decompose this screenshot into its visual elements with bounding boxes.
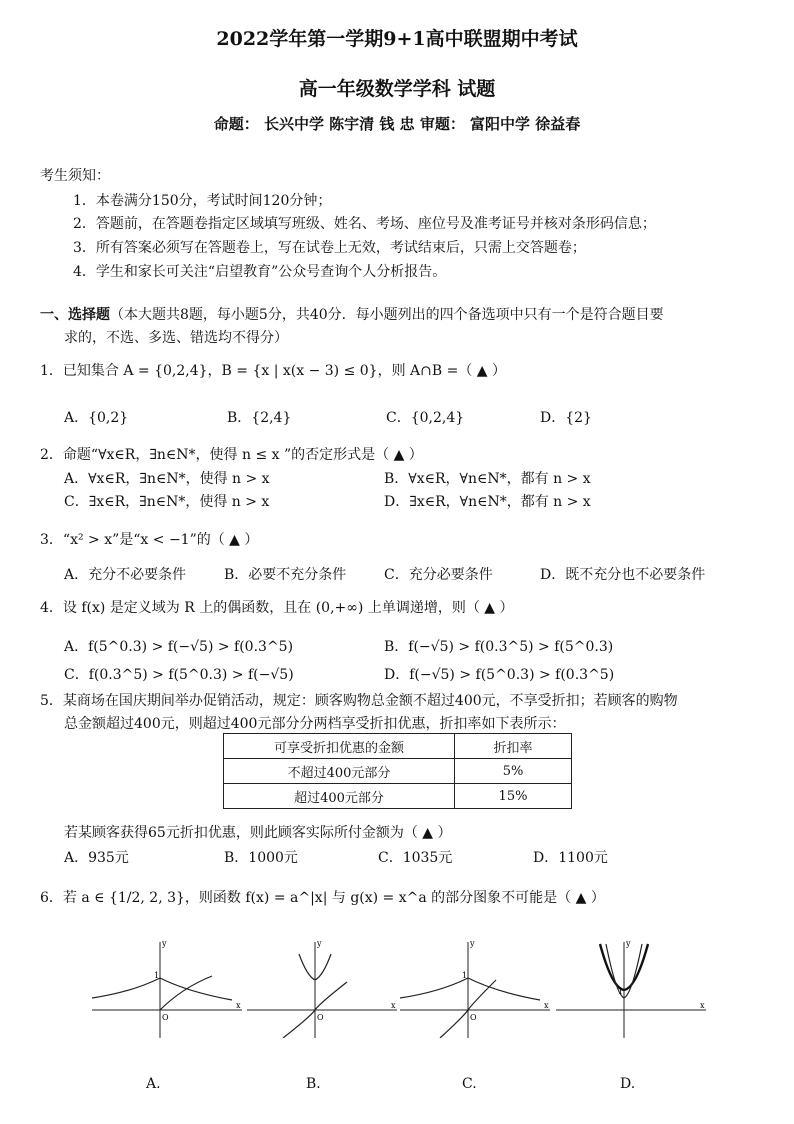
q1-option-d: D．{2} xyxy=(540,410,592,426)
q4-option-d: D．f(−√5) > f(5^0.3) > f(0.3^5) xyxy=(384,667,615,683)
q4-option-b: B．f(−√5) > f(0.3^5) > f(5^0.3) xyxy=(384,639,614,655)
graph-a xyxy=(92,938,242,1038)
q3-option-a: A．充分不必要条件 xyxy=(64,567,187,583)
notice-item: 4．学生和家长可关注“启望教育”公众号查询个人分析报告。 xyxy=(73,264,447,280)
notice-heading: 考生须知： xyxy=(40,168,110,184)
question-3-stem: 3．“x² > x”是“x < −1”的（ ▲ ） xyxy=(40,532,259,548)
q5-option-c: C．1035元 xyxy=(378,850,453,866)
q3-option-d: D．既不充分也不必要条件 xyxy=(540,567,706,583)
q2-option-b: B．∀x∈R，∀n∈N*，都有 n > x xyxy=(384,471,591,487)
table-header-cell: 折扣率 xyxy=(455,734,572,759)
one-label: 1 xyxy=(154,971,160,980)
table-row xyxy=(224,759,572,784)
question-1-stem: 1．已知集合 A = {0,2,4}，B = {x | x(x − 3) ≤ 0}，则 A∩B =（ ▲ ） xyxy=(40,363,506,379)
q5-option-d: D．1100元 xyxy=(533,850,608,866)
origin-label: O xyxy=(317,1013,324,1022)
one-label: 1 xyxy=(618,987,624,996)
axis-label-x: x xyxy=(700,1001,705,1010)
origin-label: O xyxy=(162,1013,169,1022)
q4-option-c: C．f(0.3^5) > f(5^0.3) > f(−√5) xyxy=(64,667,294,683)
question-6-stem: 6．若 a ∈ {1/2, 2, 3}，则函数 f(x) = a^|x| 与 g(x) = x^a 的部分图象不可能是（ ▲ ） xyxy=(40,890,605,906)
table-row xyxy=(224,784,572,809)
graph-label-b: B. xyxy=(306,1076,321,1092)
question-5-stem: 5．某商场在国庆期间举办促销活动，规定：顾客购物总金额不超过400元，不享受折扣；若顾客的购物 xyxy=(40,693,678,709)
exam-authors: 命题： 长兴中学 陈宇清 钱 忠 审题： 富阳中学 徐益春 xyxy=(213,115,581,133)
section-heading xyxy=(40,304,664,324)
q4-option-a: A．f(5^0.3) > f(−√5) > f(0.3^5) xyxy=(64,639,294,655)
q2-option-d: D．∃x∈R，∀n∈N*，都有 n > x xyxy=(384,494,591,510)
q3-option-c: C．充分必要条件 xyxy=(384,567,493,583)
axis-label-y: y xyxy=(162,939,167,948)
table-cell: 5% xyxy=(455,759,572,784)
exponential-curve xyxy=(400,978,540,1000)
table-header-cell: 可享受折扣优惠的金额 xyxy=(224,734,455,759)
discount-table xyxy=(223,733,572,809)
axis-label-x: x xyxy=(391,1001,396,1010)
exam-subtitle: 高一年级数学学科 试题 xyxy=(298,78,496,100)
table-header-row xyxy=(224,734,572,759)
notice-item: 1．本卷满分150分，考试时间120分钟； xyxy=(73,193,332,209)
question-5-stem-line2: 总金额超过400元，则超过400元部分分两档享受折扣优惠，折扣率如下表所示： xyxy=(64,716,566,732)
q2-option-c: C．∃x∈R，∃n∈N*，使得 n > x xyxy=(64,494,270,510)
q5-option-a: A．935元 xyxy=(64,850,129,866)
table-cell: 超过400元部分 xyxy=(224,784,455,809)
section-description: （本大题共8题，每小题5分，共40分．每小题列出的四个备选项中只有一个是符合题目要 xyxy=(110,307,664,323)
graph-c xyxy=(400,938,550,1038)
graph-d xyxy=(556,938,706,1038)
q1-option-a: A．{0,2} xyxy=(64,410,129,426)
graph-label-c: C. xyxy=(462,1076,477,1092)
axis-label-x: x xyxy=(544,1001,549,1010)
graph-b xyxy=(247,938,397,1038)
exam-title: 2022学年第一学期9+1高中联盟期中考试 xyxy=(216,28,578,50)
notice-item: 3．所有答案必须写在答题卷上，写在试卷上无效，考试结束后，只需上交答题卷； xyxy=(73,240,586,256)
table-cell: 15% xyxy=(455,784,572,809)
one-label: 1 xyxy=(462,971,468,980)
graph-label-a: A. xyxy=(146,1076,161,1092)
section-description-line2: 求的，不选、多选、错选均不得分） xyxy=(64,330,288,346)
table-cell: 不超过400元部分 xyxy=(224,759,455,784)
q5-option-b: B．1000元 xyxy=(224,850,298,866)
question-2-stem: 2．命题“∀x∈R，∃n∈N*，使得 n ≤ x ”的否定形式是（ ▲ ） xyxy=(40,447,423,463)
axis-label-y: y xyxy=(317,939,322,948)
origin-label: O xyxy=(470,1013,477,1022)
graph-label-d: D. xyxy=(620,1076,636,1092)
section-title: 一、选择题 xyxy=(40,307,110,323)
q2-option-a: A．∀x∈R，∃n∈N*，使得 n > x xyxy=(64,471,270,487)
axis-label-y: y xyxy=(470,939,475,948)
axis-label-y: y xyxy=(626,939,631,948)
q3-option-b: B．必要不充分条件 xyxy=(224,567,347,583)
question-4-stem: 4．设 f(x) 是定义域为 R 上的偶函数，且在 (0,+∞) 上单调递增，则（ ▲ ） xyxy=(40,600,514,616)
exponential-curve xyxy=(92,978,232,1000)
q1-option-c: C．{0,2,4} xyxy=(386,410,465,426)
notice-item: 2．答题前，在答题卷指定区域填写班级、姓名、考场、座位号及准考证号并核对条形码信息； xyxy=(73,216,656,232)
question-5-question: 若某顾客获得65元折扣优惠，则此顾客实际所付金额为（ ▲ ） xyxy=(64,825,452,841)
q1-option-b: B．{2,4} xyxy=(227,410,292,426)
axis-label-x: x xyxy=(236,1001,241,1010)
